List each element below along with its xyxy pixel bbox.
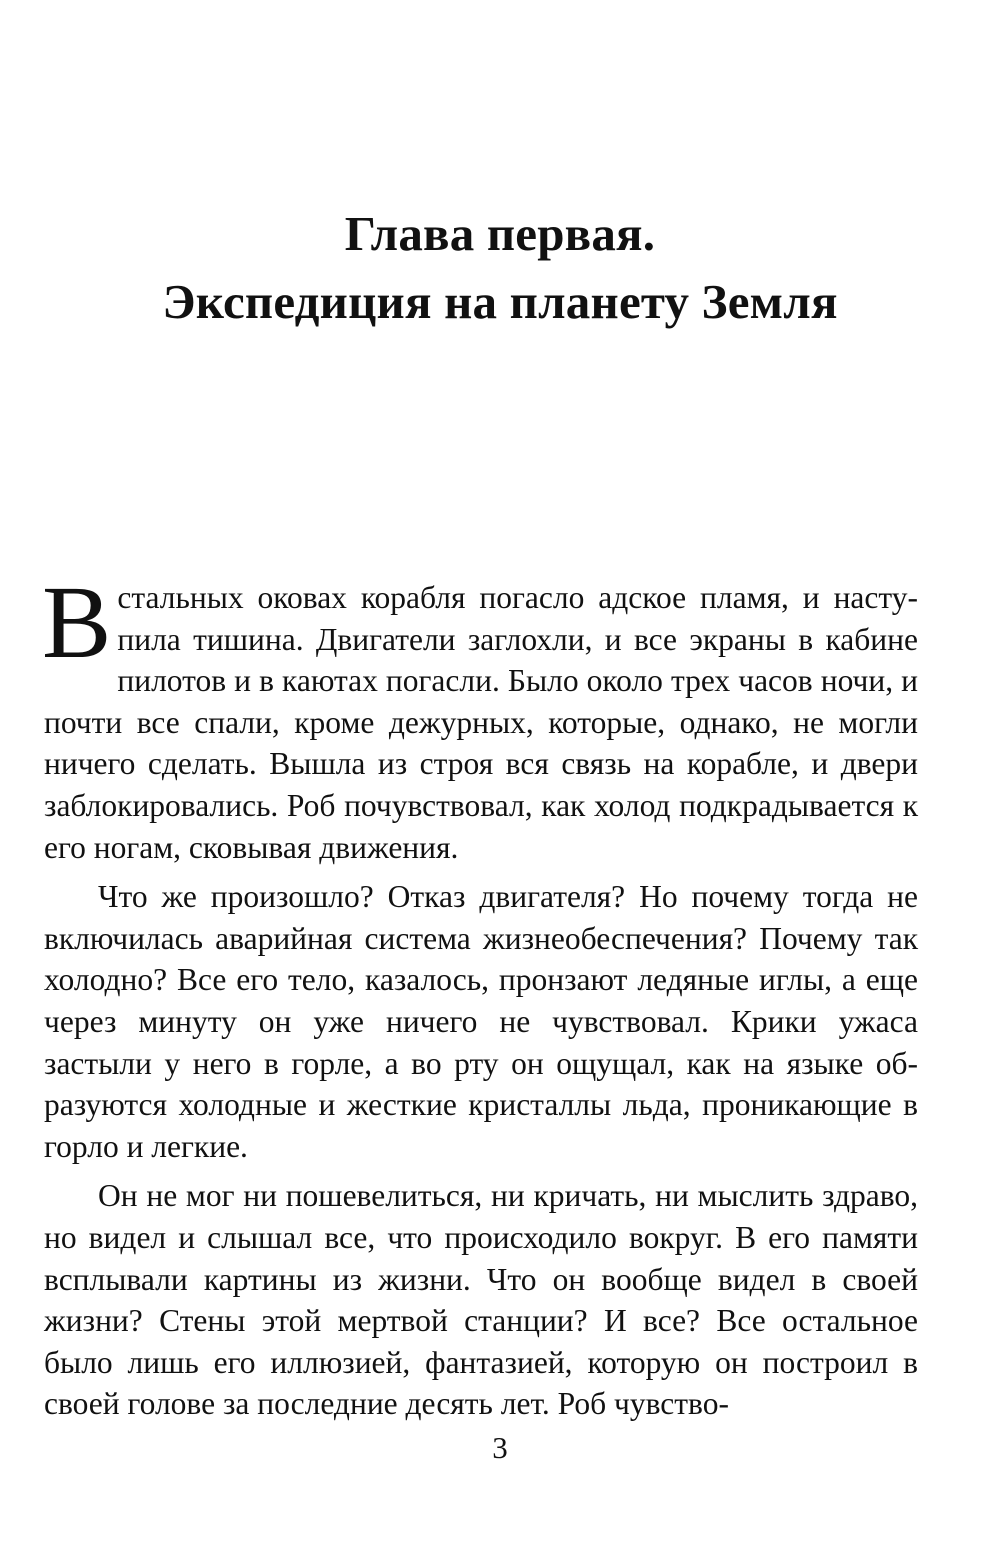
paragraph-1-text: стальных оковах корабля погасло адское пламя, и наступила тишина. Двигатели заглохли, и все экраны в кабине пилотов и в каютах погасли. Было около трех часов ночи, и почти все спали, кроме дежурных, которые, однако, не могли ничего сделать. Вышла из строя вся связь на корабле, и двери заблокировались. Роб почувствовал, как холод подкрадывается к его ногам, сковывая движения. [44, 580, 918, 865]
chapter-body [42, 565, 918, 1433]
chapter-title-line-2: Экспедиция на планету Земля [162, 274, 838, 329]
page-number: 3 [492, 1430, 508, 1465]
drop-cap: В [42, 565, 112, 680]
chapter-title [0, 200, 1000, 336]
paragraph-2: Что же произошло? Отказ двигателя? Но почему тогда не включилась аварийная система жизнеобеспечения? Почему так холодно? Все его тело, казалось, пронзают ледяные иглы, а еще через минуту он уже ничего не чувствовал. Крики ужаса застыли у него в горле, а во рту он ощущал, как на языке образуются холодные и жесткие кристаллы льда, проникающие в горло и легкие. [44, 879, 918, 1164]
paragraph-1 [42, 565, 918, 868]
paragraph-3: Он не мог ни пошевелиться, ни кричать, ни мыслить здраво, но видел и слышал все, что происходило вокруг. В его памяти всплывали картины из жизни. Что он вообще видел в своей жизни? Стены этой мертвой станции? И все? Все остальное было лишь его иллюзией, фантазией, которую он построил в своей голове за последние десять лет. Роб чувство- [44, 1178, 918, 1422]
chapter-title-line-1: Глава первая. [344, 206, 656, 261]
